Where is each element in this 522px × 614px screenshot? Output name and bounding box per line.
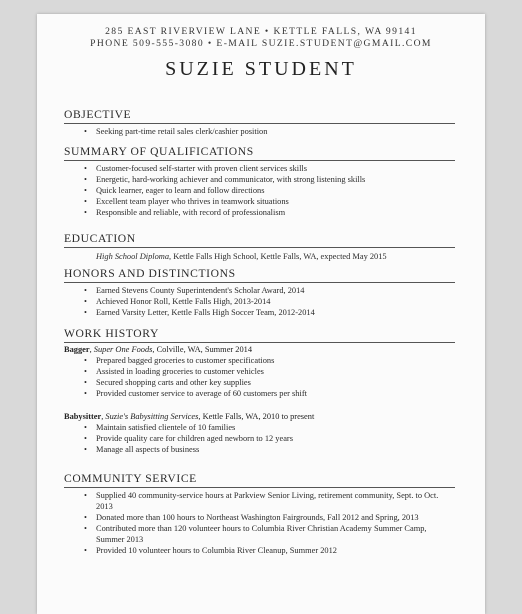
list-item: • Seeking part-time retail sales clerk/cashier position (84, 127, 268, 136)
address: 285 EAST RIVERVIEW LANE • KETTLE FALLS, WA 99141 (105, 26, 417, 37)
bullet-icon: • (84, 434, 87, 443)
section-title: COMMUNITY SERVICE (64, 472, 455, 488)
section-title: HONORS AND DISTINCTIONS (64, 267, 455, 283)
bullet-icon: • (84, 208, 87, 217)
list-item: • Secured shopping carts and other key supplies (84, 378, 251, 387)
applicant-name: SUZIE STUDENT (165, 58, 357, 80)
qualifications-section (64, 145, 455, 218)
list-item: • Provide quality care for children aged newborn to 12 years (84, 434, 293, 443)
phone-email: PHONE 509-555-3080 • E-MAIL SUZIE.STUDENT@GMAIL.COM (90, 38, 432, 49)
honors-section (64, 267, 455, 318)
list-item: • Maintain satisfied clientele of 10 families (84, 423, 236, 432)
bullet-icon: • (84, 175, 87, 184)
bullet-icon: • (84, 127, 87, 136)
bullet-icon: • (84, 186, 87, 195)
list-item: • Energetic, hard-working achiever and communicator, with strong listening skills (84, 175, 366, 184)
job-heading: Bagger, Super One Foods, Colville, WA, Summer 2014 (64, 345, 253, 354)
job-heading: Babysitter, Suzie's Babysitting Services, Kettle Falls, WA, 2010 to present (64, 412, 315, 421)
bullet-icon: • (84, 423, 87, 432)
list-item: • Prepared bagged groceries to customer specifications (84, 356, 275, 365)
section-title: SUMMARY OF QUALIFICATIONS (64, 145, 455, 161)
list-item: • Assisted in loading groceries to customer vehicles (84, 367, 264, 376)
education-entry: High School Diploma, Kettle Falls High School, Kettle Falls, WA, expected May 2015 (96, 252, 387, 261)
list-item: • Quick learner, eager to learn and follow directions (84, 186, 265, 195)
resume-page (37, 14, 485, 614)
list-item: • Earned Varsity Letter, Kettle Falls High Soccer Team, 2012-2014 (84, 308, 315, 317)
bullet-icon: • (84, 378, 87, 387)
bullet-icon: • (84, 524, 87, 533)
list-item: • Provided 10 volunteer hours to Columbia River Cleanup, Summer 2012 (84, 546, 337, 555)
list-item: • Customer-focused self-starter with proven client services skills (84, 164, 308, 173)
section-title: EDUCATION (64, 232, 455, 248)
list-item: • Responsible and reliable, with record of professionalism (84, 208, 286, 217)
work-section (64, 327, 455, 455)
list-item: • Earned Stevens County Superintendent's Scholar Award, 2014 (84, 286, 305, 295)
education-section (64, 232, 455, 262)
bullet-icon: • (84, 546, 87, 555)
bullet-icon: • (84, 513, 87, 522)
section-title: OBJECTIVE (64, 108, 455, 124)
contact-info (37, 26, 485, 50)
bullet-icon: • (84, 356, 87, 365)
objective-section (64, 108, 455, 137)
list-item: • Excellent team player who thrives in teamwork situations (84, 197, 289, 206)
community-section (64, 472, 455, 556)
list-item: • Provided customer service to average of 60 customers per shift (84, 389, 307, 398)
bullet-icon: • (84, 286, 87, 295)
list-item: • Manage all aspects of business (84, 445, 200, 454)
bullet-icon: • (84, 164, 87, 173)
list-item: • Contributed more than 120 volunteer hours to Columbia River Christian Academy Summer Camp, Summer 2013 (84, 524, 427, 544)
list-item: • Achieved Honor Roll, Kettle Falls High, 2013-2014 (84, 297, 271, 306)
diploma: High School Diploma (96, 252, 170, 261)
bullet-icon: • (84, 491, 87, 500)
list-item: • Supplied 40 community-service hours at Parkview Senior Living, retirement community, Sept. to Oct. 2013 (84, 491, 439, 511)
bullet-icon: • (84, 389, 87, 398)
list-item: • Donated more than 100 hours to Northeast Washington Fairgrounds, Fall 2012 and Spring, 2013 (84, 513, 419, 522)
bullet-icon: • (84, 445, 87, 454)
section-title: WORK HISTORY (64, 327, 455, 343)
bullet-icon: • (84, 197, 87, 206)
bullet-icon: • (84, 367, 87, 376)
bullet-icon: • (84, 297, 87, 306)
bullet-icon: • (84, 308, 87, 317)
